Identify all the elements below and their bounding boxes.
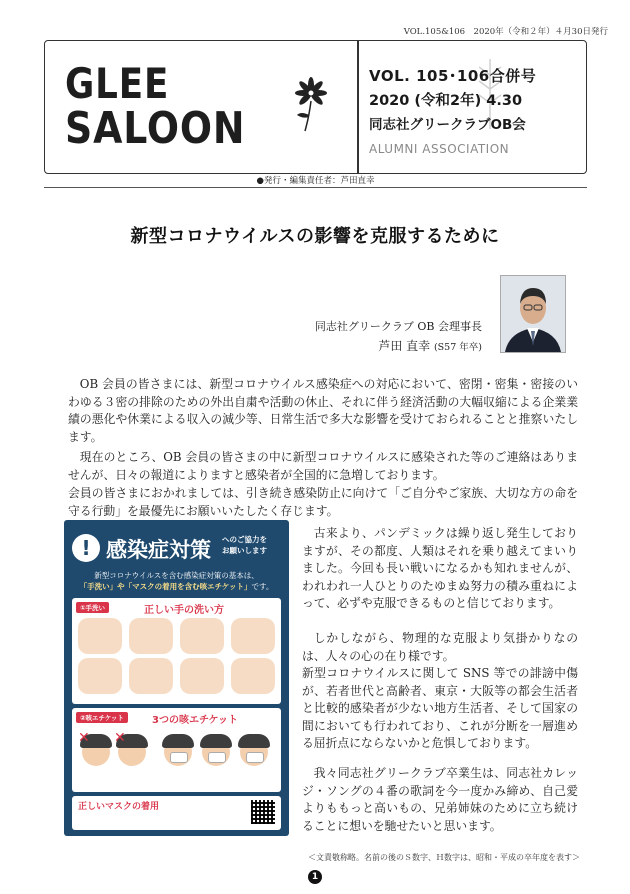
paragraph-5b: 新型コロナウイルスに関して SNS 等での誹謗中傷が、若者世代と高齢者、東京・大阪等の都会生活者と比較的感染者が少ない地方生活者、そして国家の間においても行われており、これが分断を一層進める屈折点にならないかと危惧しております。	[302, 666, 578, 750]
poster-subtitle-line1: へのご協力を	[222, 535, 267, 544]
paragraph-3: 会員の皆さまにおかれましては、引き続き感染防止に向けて「ご自分やご家族、大切な方の命を守る行動」を最優先にお願いいたしたく存じます。	[68, 486, 578, 518]
poster-lead-highlight: 「手洗い」や「マスクの着用を含む咳エチケット」	[79, 582, 252, 591]
editor-line	[44, 174, 587, 188]
volume-number: VOL. 105･106合併号	[369, 67, 537, 85]
poster-lead	[74, 570, 279, 592]
hand-step-icon	[129, 618, 173, 654]
hand-step-icon	[231, 618, 275, 654]
issue-line: VOL.105&106 2020年（令和２年）４月30日発行	[403, 27, 608, 37]
club-name: 同志社グリークラブOB会	[369, 117, 526, 133]
hand-step-icon	[78, 658, 122, 694]
paragraph-2: 現在のところ、OB 会員の皆さまの中に新型コロナウイルスに感染された等のご連絡はありませんが、日々の報道によりますと感染者が全国的に急増しております。	[68, 450, 578, 482]
handwash-tag: ①手洗い	[76, 602, 109, 613]
paragraph-5	[302, 630, 578, 753]
handwash-panel	[72, 598, 281, 704]
cross-icon: ✕	[78, 730, 90, 746]
hand-step-icon	[180, 618, 224, 654]
poster-lead-line1: 新型コロナウイルスを含む感染症対策の基本は、	[94, 571, 259, 580]
handwash-title: 正しい手の洗い方	[144, 605, 224, 616]
poster-lead-tail: です。	[251, 582, 274, 591]
poster-title: 感染症対策	[106, 538, 211, 562]
author-name-line	[378, 337, 482, 354]
masthead	[44, 40, 587, 174]
masked-person-icon	[240, 738, 268, 766]
exclamation-icon: !	[72, 534, 100, 562]
logo-line-2: SALOON	[65, 103, 246, 154]
poster-header	[72, 528, 281, 568]
author-photo	[500, 275, 566, 353]
mask-wearing-panel	[72, 796, 281, 830]
cough-tag: ②咳エチケット	[76, 712, 128, 723]
author-year: (S57 年卒)	[433, 342, 482, 353]
page-number: 1	[308, 870, 322, 884]
poster-lead-line2	[74, 581, 279, 592]
paragraph-6: 我々同志社グリークラブ卒業生は、同志社カレッジ・ソングの４番の歌詞を今一度かみ締め、自己愛よりももっと高いもの、兄弟姉妹のために立ち続けることに想いを馳せたいと思います。	[302, 766, 578, 833]
cross-icon: ✕	[114, 730, 126, 746]
masked-person-icon	[202, 738, 230, 766]
etiquette-illustrations	[78, 730, 275, 786]
masked-person-icon	[164, 738, 192, 766]
editor-underline	[44, 187, 587, 188]
poster-subtitle	[222, 534, 267, 556]
paragraph-5a: しかしながら、物理的な克服より気掛かりなのは、人々の心の在り様です。	[302, 631, 578, 663]
qr-code-icon	[251, 800, 275, 824]
hand-step-icon	[78, 618, 122, 654]
cough-etiquette-panel	[72, 708, 281, 792]
glee-saloon-logo	[65, 55, 395, 159]
portrait-image	[501, 276, 565, 352]
hand-step-icon	[129, 658, 173, 694]
cough-title: 3つの咳エチケット	[152, 715, 239, 726]
hand-step-icon	[231, 658, 275, 694]
paragraph-4: 古来より、パンデミックは繰り返し発生しておりますが、その都度、人類はそれを乗り越えてまいりました。今回も長い戦いになるかも知れませんが、われわれ一人ひとりのたゆまぬ努力の積み重ねによって、必ずや克服できるものと信じております。	[302, 526, 578, 610]
editor-text: ●発行・編集責任者：芦田直幸	[256, 176, 375, 186]
article-title: 新型コロナウイルスの影響を克服するために	[130, 226, 500, 247]
alumni-label: ALUMNI ASSOCIATION	[369, 142, 510, 156]
author-role: 同志社グリークラブ OB 会理事長	[314, 320, 482, 333]
handwash-steps	[78, 616, 275, 696]
footnote-caption: ＜文責敬称略。名前の後のＳ数字、Ｈ数字は、昭和・平成の卒年度を表す＞	[308, 853, 580, 862]
poster-subtitle-line2: お願いします	[222, 546, 267, 555]
flower-icon	[287, 73, 335, 133]
issue-date: 2020 (令和2年) 4.30	[369, 93, 523, 109]
issue-info	[369, 65, 536, 156]
hand-step-icon	[180, 658, 224, 694]
masthead-divider	[357, 41, 359, 173]
logo-line-1: GLEE	[65, 59, 170, 108]
mask-title: 正しいマスクの着用	[78, 802, 160, 812]
infection-control-poster	[64, 520, 289, 836]
paragraph-1: OB 会員の皆さまには、新型コロナウイルス感染症への対応において、密閉・密集・密接のいわゆる３密の排除のための外出自粛や活動の休止、それに伴う経済活動の大幅収縮による企業業績の悪化や休業による収入の減少等、日常生活で多大な影響を受けておられることと推察いたします。	[68, 377, 578, 444]
author-name: 芦田 直幸	[378, 339, 431, 353]
